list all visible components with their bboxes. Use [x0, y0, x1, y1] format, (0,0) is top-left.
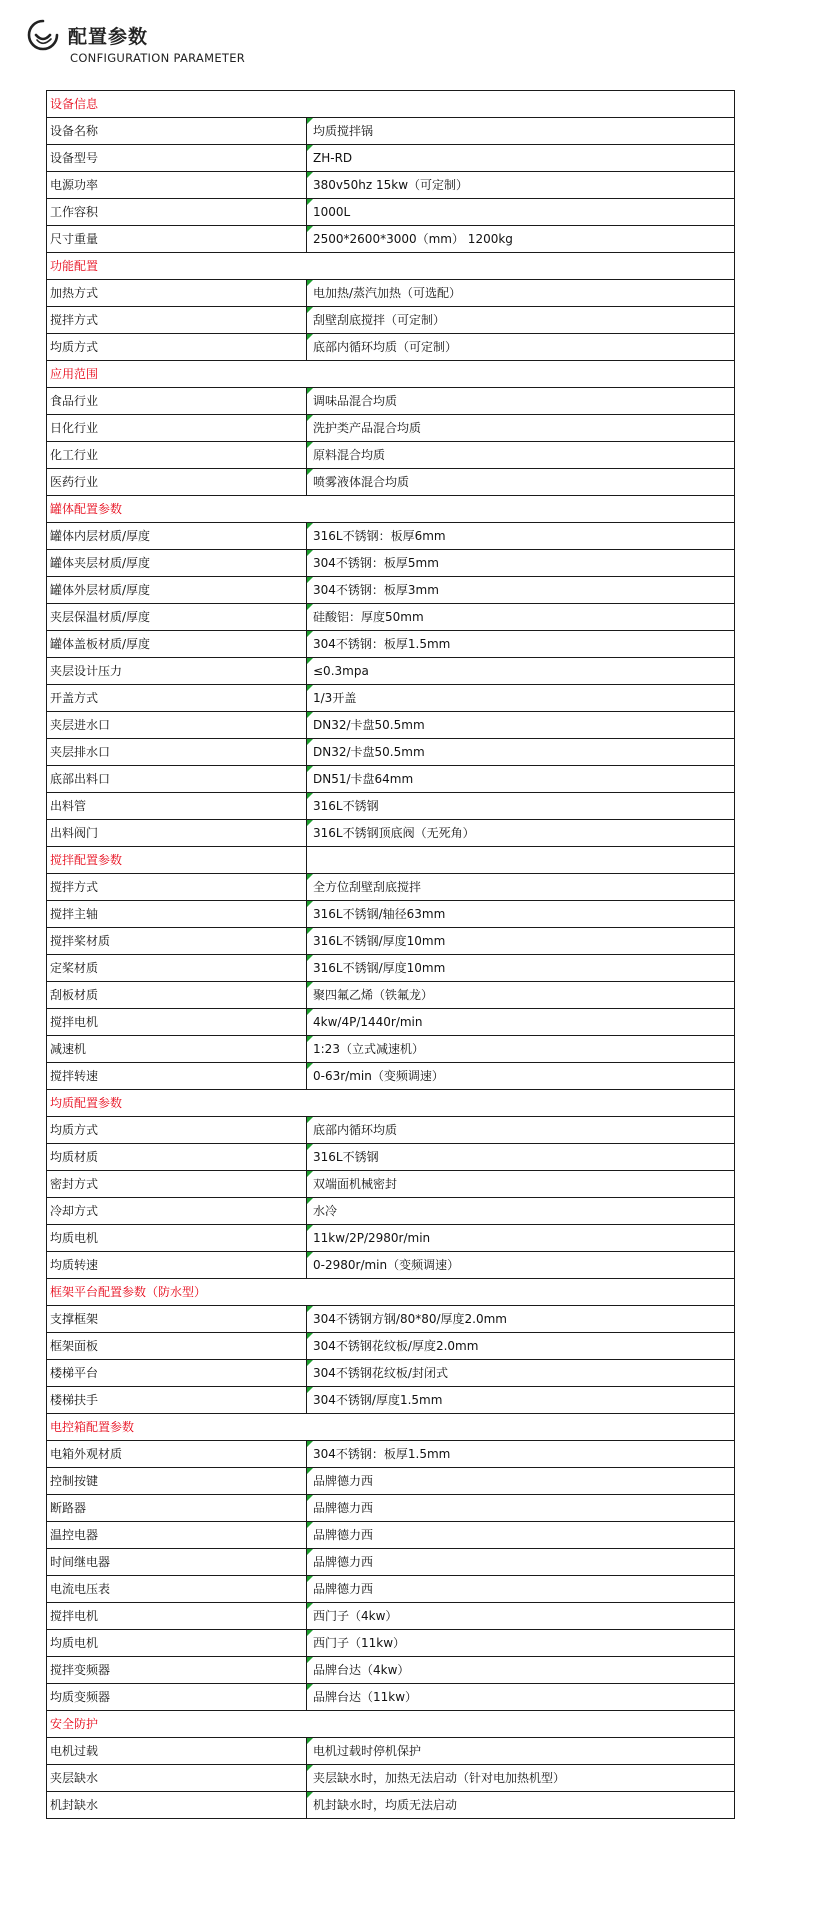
section-header-row: [47, 253, 735, 280]
param-value: 夹层缺水时，加热无法启动（针对电加热机型）: [307, 1765, 735, 1792]
param-value: 1:23（立式减速机）: [307, 1036, 735, 1063]
param-label: 楼梯平台: [47, 1360, 307, 1387]
table-row: [47, 1171, 735, 1198]
table-row: [47, 1009, 735, 1036]
smile-icon: [26, 18, 60, 52]
table-row: [47, 631, 735, 658]
param-label: 夹层缺水: [47, 1765, 307, 1792]
param-label: 控制按键: [47, 1468, 307, 1495]
section-header-row: [47, 1414, 735, 1441]
param-value: 电机过载时停机保护: [307, 1738, 735, 1765]
section-title: 均质配置参数: [47, 1090, 735, 1117]
table-row: [47, 901, 735, 928]
table-row: [47, 1657, 735, 1684]
table-row: [47, 820, 735, 847]
param-label: 支撑框架: [47, 1306, 307, 1333]
section-header-row: [47, 361, 735, 388]
param-label: 电箱外观材质: [47, 1441, 307, 1468]
param-label: 罐体内层材质/厚度: [47, 523, 307, 550]
table-row: [47, 1036, 735, 1063]
param-value: 全方位刮壁刮底搅拌: [307, 874, 735, 901]
section-header-row: [47, 91, 735, 118]
param-label: 设备名称: [47, 118, 307, 145]
param-value: 机封缺水时，均质无法启动: [307, 1792, 735, 1819]
table-row: [47, 1144, 735, 1171]
param-label: 均质方式: [47, 334, 307, 361]
table-row: [47, 1225, 735, 1252]
table-row: [47, 334, 735, 361]
page-title: 配置参数: [68, 26, 149, 48]
param-label: 刮板材质: [47, 982, 307, 1009]
section-header-row: [47, 1711, 735, 1738]
section-title: 设备信息: [47, 91, 735, 118]
param-value: 304不锈钢花纹板/厚度2.0mm: [307, 1333, 735, 1360]
table-row: [47, 145, 735, 172]
param-value: 316L不锈钢顶底阀（无死角）: [307, 820, 735, 847]
param-label: 搅拌电机: [47, 1009, 307, 1036]
param-value: 聚四氟乙烯（铁氟龙）: [307, 982, 735, 1009]
table-row: [47, 955, 735, 982]
param-label: 罐体外层材质/厚度: [47, 577, 307, 604]
table-row: [47, 577, 735, 604]
param-value: DN32/卡盘50.5mm: [307, 712, 735, 739]
table-row: [47, 1333, 735, 1360]
table-row: [47, 1549, 735, 1576]
param-value: 316L不锈钢/厚度10mm: [307, 928, 735, 955]
table-row: [47, 928, 735, 955]
page-subtitle: CONFIGURATION PARAMETER: [70, 51, 246, 65]
table-row: [47, 1063, 735, 1090]
param-value: 1/3开盖: [307, 685, 735, 712]
table-row: [47, 1306, 735, 1333]
table-row: [47, 1495, 735, 1522]
param-label: 电流电压表: [47, 1576, 307, 1603]
param-label: 夹层进水口: [47, 712, 307, 739]
param-value: 316L不锈钢/轴径63mm: [307, 901, 735, 928]
table-row: [47, 1684, 735, 1711]
param-value: 316L不锈钢: [307, 793, 735, 820]
table-row: [47, 1387, 735, 1414]
param-label: 均质变频器: [47, 1684, 307, 1711]
param-value: 316L不锈钢：板厚6mm: [307, 523, 735, 550]
param-label: 搅拌变频器: [47, 1657, 307, 1684]
param-label: 均质转速: [47, 1252, 307, 1279]
param-value: 380v50hz 15kw（可定制）: [307, 172, 735, 199]
param-value: 调味品混合均质: [307, 388, 735, 415]
table-row: [47, 442, 735, 469]
table-row: [47, 1360, 735, 1387]
param-label: 日化行业: [47, 415, 307, 442]
table-row: [47, 550, 735, 577]
param-value: 4kw/4P/1440r/min: [307, 1009, 735, 1036]
table-row: [47, 1252, 735, 1279]
table-row: [47, 1765, 735, 1792]
param-value: 洗护类产品混合均质: [307, 415, 735, 442]
table-row: [47, 658, 735, 685]
param-value: 品牌德力西: [307, 1495, 735, 1522]
empty-cell: [307, 847, 735, 874]
param-label: 罐体夹层材质/厚度: [47, 550, 307, 577]
param-label: 工作容积: [47, 199, 307, 226]
param-label: 减速机: [47, 1036, 307, 1063]
param-value: 316L不锈钢/厚度10mm: [307, 955, 735, 982]
param-label: 化工行业: [47, 442, 307, 469]
param-value: 电加热/蒸汽加热（可选配）: [307, 280, 735, 307]
config-parameter-table: [46, 90, 735, 1819]
param-label: 医药行业: [47, 469, 307, 496]
table-row: [47, 1738, 735, 1765]
table-row: [47, 685, 735, 712]
table-row: [47, 1468, 735, 1495]
param-label: 夹层设计压力: [47, 658, 307, 685]
param-value: 西门子（11kw）: [307, 1630, 735, 1657]
table-row: [47, 982, 735, 1009]
param-label: 定桨材质: [47, 955, 307, 982]
section-header-row: [47, 847, 735, 874]
param-label: 均质电机: [47, 1225, 307, 1252]
param-value: 刮壁刮底搅拌（可定制）: [307, 307, 735, 334]
table-row: [47, 1522, 735, 1549]
param-label: 均质电机: [47, 1630, 307, 1657]
table-row: [47, 307, 735, 334]
param-label: 均质方式: [47, 1117, 307, 1144]
param-label: 框架面板: [47, 1333, 307, 1360]
param-value: 品牌德力西: [307, 1522, 735, 1549]
param-value: 304不锈钢：板厚1.5mm: [307, 1441, 735, 1468]
table-row: [47, 1792, 735, 1819]
param-value: 2500*2600*3000（mm） 1200kg: [307, 226, 735, 253]
param-label: 搅拌桨材质: [47, 928, 307, 955]
param-value: 304不锈钢：板厚1.5mm: [307, 631, 735, 658]
param-value: 原料混合均质: [307, 442, 735, 469]
section-title: 功能配置: [47, 253, 735, 280]
section-title: 电控箱配置参数: [47, 1414, 735, 1441]
table-row: [47, 1576, 735, 1603]
table-row: [47, 1630, 735, 1657]
param-value: 底部内循环均质（可定制）: [307, 334, 735, 361]
param-value: 304不锈钢花纹板/封闭式: [307, 1360, 735, 1387]
param-label: 时间继电器: [47, 1549, 307, 1576]
table-row: [47, 766, 735, 793]
param-label: 食品行业: [47, 388, 307, 415]
section-header-row: [47, 1279, 735, 1306]
param-value: 品牌德力西: [307, 1468, 735, 1495]
param-label: 搅拌电机: [47, 1603, 307, 1630]
param-label: 出料阀门: [47, 820, 307, 847]
param-label: 楼梯扶手: [47, 1387, 307, 1414]
section-title: 框架平台配置参数（防水型）: [47, 1279, 735, 1306]
param-label: 加热方式: [47, 280, 307, 307]
param-label: 设备型号: [47, 145, 307, 172]
param-label: 底部出料口: [47, 766, 307, 793]
section-title: 安全防护: [47, 1711, 735, 1738]
table-row: [47, 280, 735, 307]
table-row: [47, 469, 735, 496]
param-value: DN32/卡盘50.5mm: [307, 739, 735, 766]
param-value: 底部内循环均质: [307, 1117, 735, 1144]
param-value: ≤0.3mpa: [307, 658, 735, 685]
param-label: 密封方式: [47, 1171, 307, 1198]
param-value: 品牌德力西: [307, 1549, 735, 1576]
table-row: [47, 118, 735, 145]
param-label: 搅拌方式: [47, 874, 307, 901]
param-label: 电机过载: [47, 1738, 307, 1765]
table-row: [47, 1117, 735, 1144]
table-row: [47, 388, 735, 415]
param-value: 双端面机械密封: [307, 1171, 735, 1198]
param-value: 11kw/2P/2980r/min: [307, 1225, 735, 1252]
param-value: 316L不锈钢: [307, 1144, 735, 1171]
param-value: 1000L: [307, 199, 735, 226]
table-row: [47, 226, 735, 253]
param-value: 0-63r/min（变频调速）: [307, 1063, 735, 1090]
param-value: 304不锈钢方钢/80*80/厚度2.0mm: [307, 1306, 735, 1333]
table-row: [47, 604, 735, 631]
section-header-row: [47, 1090, 735, 1117]
param-value: 0-2980r/min（变频调速）: [307, 1252, 735, 1279]
param-value: 西门子（4kw）: [307, 1603, 735, 1630]
param-value: 均质搅拌锅: [307, 118, 735, 145]
param-value: 304不锈钢：板厚5mm: [307, 550, 735, 577]
table-row: [47, 1603, 735, 1630]
param-label: 断路器: [47, 1495, 307, 1522]
param-label: 夹层排水口: [47, 739, 307, 766]
table-row: [47, 172, 735, 199]
param-value: 品牌台达（11kw）: [307, 1684, 735, 1711]
param-value: 304不锈钢/厚度1.5mm: [307, 1387, 735, 1414]
param-value: 304不锈钢：板厚3mm: [307, 577, 735, 604]
table-row: [47, 415, 735, 442]
param-label: 罐体盖板材质/厚度: [47, 631, 307, 658]
section-title: 搅拌配置参数: [47, 847, 307, 874]
param-label: 尺寸重量: [47, 226, 307, 253]
param-value: DN51/卡盘64mm: [307, 766, 735, 793]
param-label: 冷却方式: [47, 1198, 307, 1225]
table-row: [47, 793, 735, 820]
param-label: 电源功率: [47, 172, 307, 199]
section-header-row: [47, 496, 735, 523]
table-row: [47, 1441, 735, 1468]
table-row: [47, 739, 735, 766]
param-label: 机封缺水: [47, 1792, 307, 1819]
param-value: 硅酸铝：厚度50mm: [307, 604, 735, 631]
param-value: 品牌台达（4kw）: [307, 1657, 735, 1684]
param-value: 品牌德力西: [307, 1576, 735, 1603]
table-row: [47, 1198, 735, 1225]
table-row: [47, 874, 735, 901]
param-label: 温控电器: [47, 1522, 307, 1549]
table-row: [47, 523, 735, 550]
param-label: 开盖方式: [47, 685, 307, 712]
section-title: 应用范围: [47, 361, 735, 388]
table-row: [47, 199, 735, 226]
param-label: 搅拌转速: [47, 1063, 307, 1090]
param-label: 均质材质: [47, 1144, 307, 1171]
table-row: [47, 712, 735, 739]
param-value: ZH-RD: [307, 145, 735, 172]
param-label: 出料管: [47, 793, 307, 820]
page-header: [26, 18, 426, 70]
param-label: 搅拌方式: [47, 307, 307, 334]
section-title: 罐体配置参数: [47, 496, 735, 523]
param-value: 水冷: [307, 1198, 735, 1225]
param-label: 搅拌主轴: [47, 901, 307, 928]
param-value: 喷雾液体混合均质: [307, 469, 735, 496]
param-label: 夹层保温材质/厚度: [47, 604, 307, 631]
